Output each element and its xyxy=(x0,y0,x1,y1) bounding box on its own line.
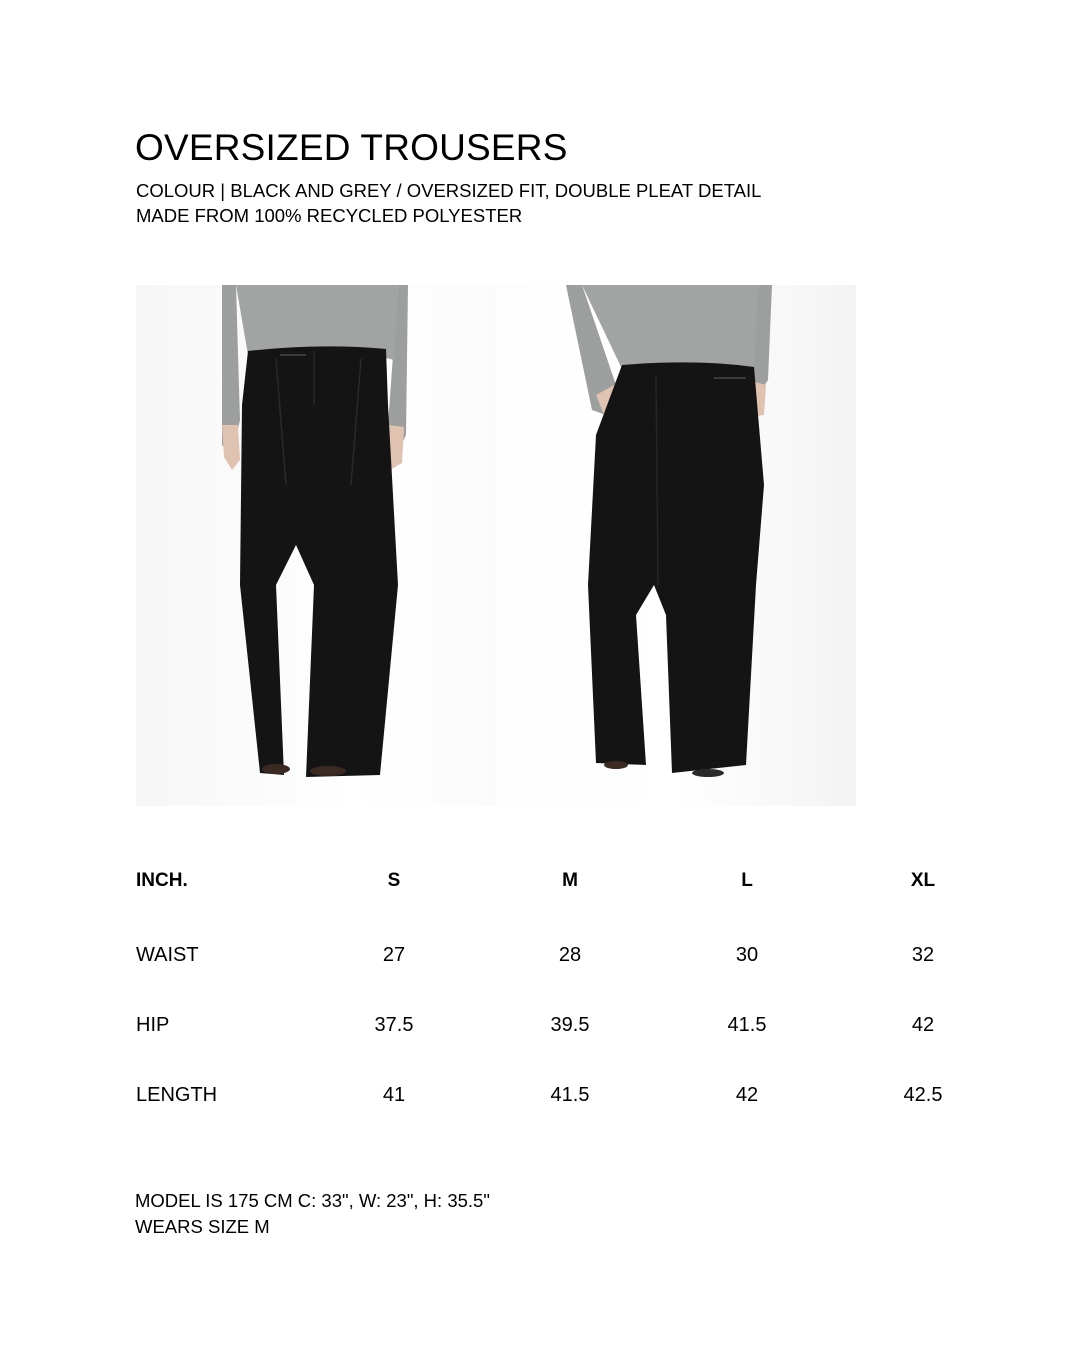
model-measurements: MODEL IS 175 CM C: 33", W: 23", H: 35.5" xyxy=(135,1190,490,1211)
back-view-illustration xyxy=(496,285,856,806)
table-row: LENGTH 41 41.5 42 42.5 xyxy=(136,1084,943,1106)
front-view-photo xyxy=(136,285,496,806)
product-subtitle-material: MADE FROM 100% RECYCLED POLYESTER xyxy=(136,205,523,226)
size-chart-table xyxy=(136,870,956,1150)
unit-header: INCH. xyxy=(136,870,188,891)
back-view-photo xyxy=(496,285,856,806)
size-chart-header-row: INCH. S M L XL xyxy=(136,870,936,891)
front-view-illustration xyxy=(136,285,496,806)
table-row: WAIST 27 28 30 32 xyxy=(136,944,935,966)
product-subtitle-colour: COLOUR | BLACK AND GREY / OVERSIZED FIT, DOUBLE PLEAT DETAIL xyxy=(136,180,762,201)
row-label-length: LENGTH xyxy=(136,1084,218,1106)
row-label-hip: HIP xyxy=(136,1014,170,1036)
model-size-worn: WEARS SIZE M xyxy=(135,1216,270,1237)
product-title: OVERSIZED TROUSERS xyxy=(135,127,568,168)
row-label-waist: WAIST xyxy=(136,944,199,966)
table-row: HIP 37.5 39.5 41.5 42 xyxy=(136,1014,935,1036)
